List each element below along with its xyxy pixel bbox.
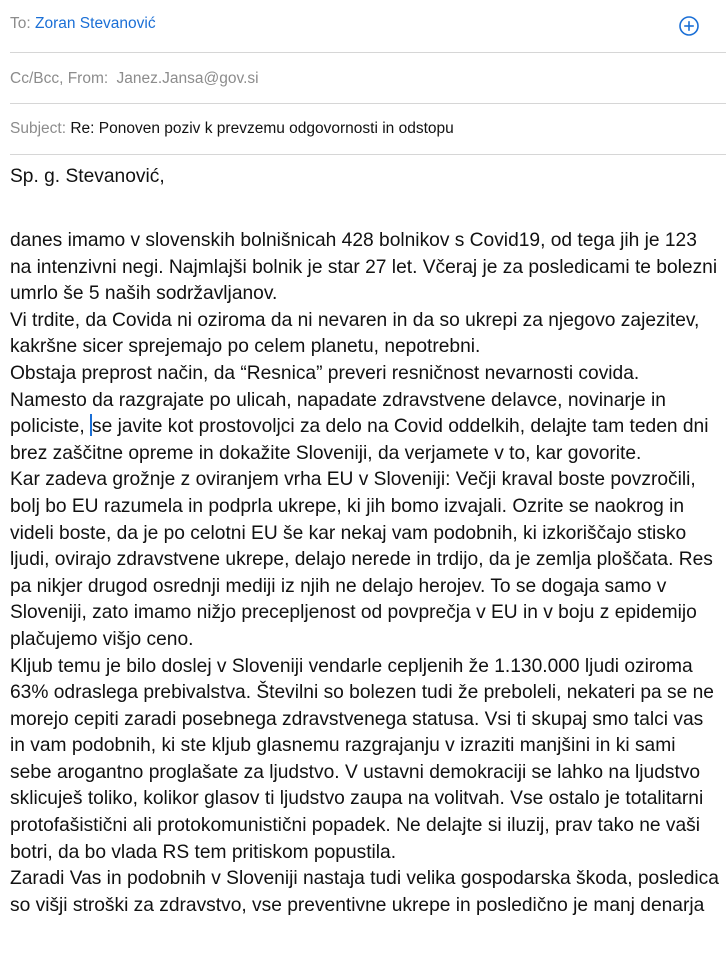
cc-from-label: Cc/Bcc, From: [10,70,109,87]
body-line: Kljub temu je bilo doslej v Sloveniji vendarle cepljenih že 1.130.000 ljudi oziroma [10,655,693,677]
body-line: sklicuješ toliko, kolikor glasov ti ljudstvo zaupa na volitvah. Vse ostalo je totalitarni [10,788,704,810]
body-fragment: policiste, [10,416,85,438]
plus-circle-icon[interactable] [679,16,699,36]
body-line: Sloveniji, zato imamo nižjo precepljenost od povprečja v EU in v boju z epidemijo [10,602,697,624]
to-recipient[interactable]: Zoran Stevanović [35,15,156,32]
body-line: protofašistični ali protokomunistični popadek. Ne delajte si iluzij, prav tako ne vaši [10,815,701,837]
body-line: botri, da bo vlada RS tem pritiskom popustila. [10,841,397,863]
message-greeting[interactable]: Sp. g. Stevanović, [10,166,165,187]
body-line: ljudi, ovirajo zdravstvene ukrepe, delajo nerede in trdijo, da je zemlja ploščata. Res [10,549,713,571]
divider-subject [10,154,726,155]
subject-value[interactable]: Re: Ponoven poziv k prevzemu odgovornosti in odstopu [70,120,454,137]
body-line: Namesto da razgrajate po ulicah, napadate zdravstvene delavce, novinarje in [10,389,666,411]
body-line: Kar zadeva grožnje z oviranjem vrha EU v Sloveniji: Večji kraval boste povzročili, [10,469,696,491]
message-body[interactable] [10,228,722,919]
from-address: Janez.Jansa@gov.si [116,70,259,87]
body-line: kakršne sicer sprejemajo po celem planetu, nepotrebni. [10,336,481,358]
subject-label: Subject: [10,120,67,137]
body-line: Vi trdite, da Covida ni oziroma da ni nevaren in da so ukrepi za njegovo zajezitev, [10,309,700,331]
to-row[interactable] [10,15,156,33]
body-line: Obstaja preprost način, da “Resnica” preveri resničnost nevarnosti covida. [10,362,640,384]
to-label: To: [10,15,31,32]
body-line: in vam podobnih, ki ste kljub glasnemu razgrajanju v izraziti manjšini in ki sami [10,735,676,757]
body-line: videli boste, da je po celotni EU še kar nekaj vam podobnih, ki izkoriščajo stisko [10,522,687,544]
body-line-with-caret [10,414,722,441]
divider-cc [10,103,726,104]
body-line: 63% odraslega prebivalstva. Številni so bolezen tudi že preboleli, nekateri pa se ne [10,682,714,704]
body-line: na intenzivni negi. Najmlajši bolnik je star 27 let. Včeraj je za posledicami te bolezni [10,256,718,278]
body-line: so višji stroški za zdravstvo, vse preventivne ukrepe in posledično je manj denarja [10,894,705,916]
body-line: danes imamo v slovenskih bolnišnicah 428 bolnikov s Covid19, od tega jih je 123 [10,230,697,251]
divider-to [10,52,726,53]
body-line: pa nikjer drugod osrednji mediji iz njih ne delajo herojev. To se dogaja samo v [10,575,667,597]
subject-row[interactable] [10,120,454,138]
cc-from-row[interactable] [10,70,259,88]
body-line: Zaradi Vas in podobnih v Sloveniji nastaja tudi velika gospodarska škoda, posledica [10,868,719,890]
body-line: sebe arogantno proglašate za ljudstvo. V ustavni demokraciji se lahko na ljudstvo [10,761,701,783]
body-line: bolj bo EU razumela in podprla ukrepe, ki jih bomo izvajali. Ozrite se naokrog in [10,495,685,517]
body-line: morejo cepiti zaradi posebnega zdravstvenega statusa. Vsi ti skupaj smo talci vas [10,708,704,730]
body-line: brez zaščitne opreme in dokažite Sloveniji, da verjamete v to, kar govorite. [10,442,642,464]
body-fragment: se javite kot prostovoljci za delo na Covid oddelkih, delajte tam teden dni [92,416,709,438]
body-line: umrlo še 5 naših sodržavljanov. [10,283,278,305]
body-line: plačujemo višjo ceno. [10,628,194,650]
